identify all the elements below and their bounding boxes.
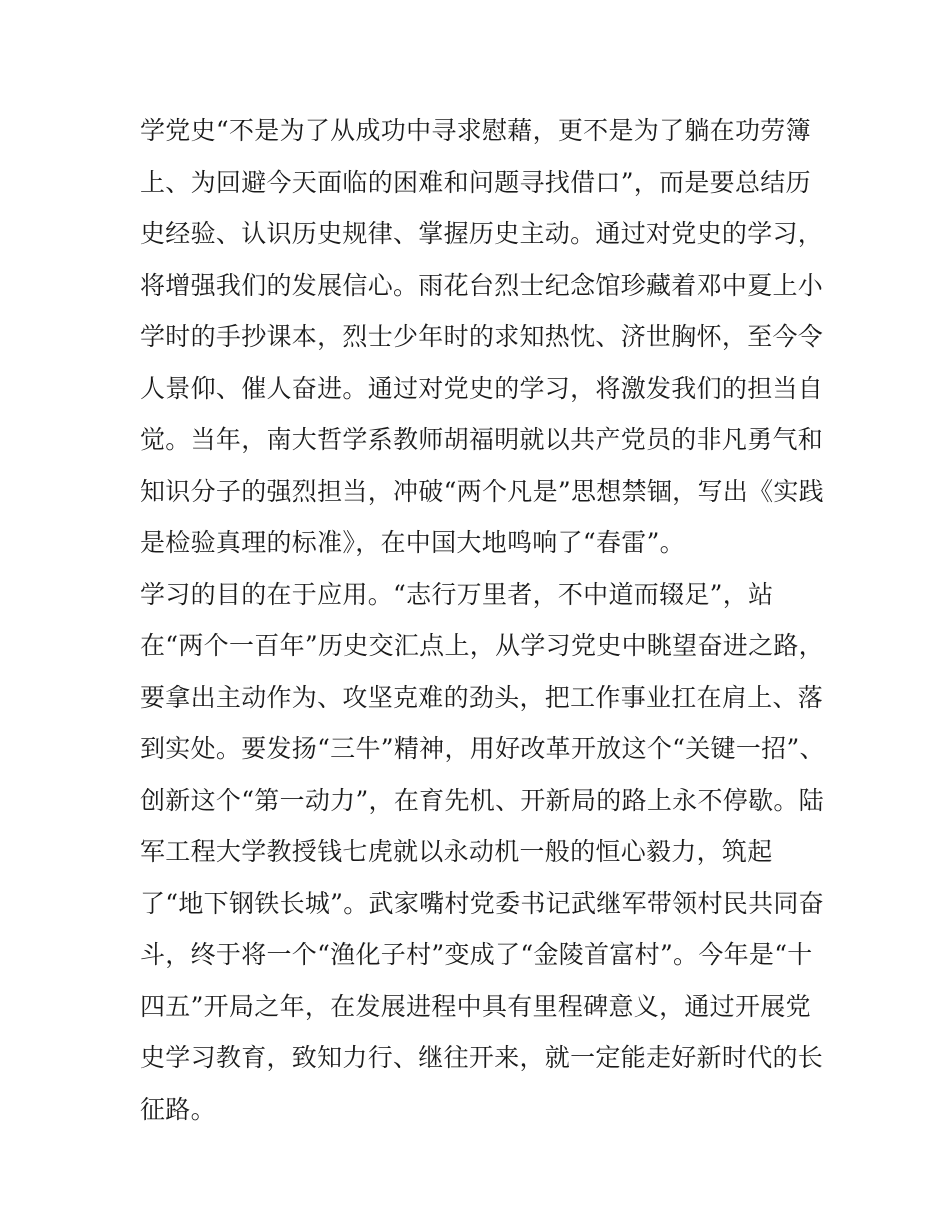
text-line: 学习的目的在于应用。“志行万里者，不中道而辍足”，站	[140, 579, 774, 609]
text-line: 史学习教育，致知力行、继往开来，就一定能走好新时代的长	[140, 1043, 824, 1072]
text-line: 将增强我们的发展信心。雨花台烈士纪念馆珍藏着邓中夏上小	[140, 270, 824, 300]
text-line: 在“两个一百年”历史交汇点上，从学习党史中眺望奋进之路，	[140, 631, 824, 660]
text-line: 人景仰、催人奋进。通过对党史的学习，将激发我们的担当自	[140, 373, 824, 403]
text-line: 觉。当年，南大哲学系教师胡福明就以共产党员的非凡勇气和	[140, 425, 824, 454]
text-line: 史经验、认识历史规律、掌握历史主动。通过对党史的学习，	[140, 219, 824, 248]
text-line: 四五”开局之年，在发展进程中具有里程碑意义，通过开展党	[140, 991, 811, 1021]
text-line: 征路。	[140, 1094, 216, 1124]
text-line: 创新这个“第一动力”，在育先机、开新局的路上永不停歇。陆	[140, 785, 824, 815]
body-text	[140, 105, 840, 1135]
text-line: 知识分子的强烈担当，冲破“两个凡是”思想禁锢，写出《实践	[140, 476, 824, 506]
text-line: 到实处。要发扬“三牛”精神，用好改革开放这个“关键一招”、	[140, 734, 825, 763]
text-line: 了“地下钢铁长城”。武家嘴村党委书记武继军带领村民共同奋	[140, 888, 824, 918]
text-line: 是检验真理的标准》，在中国大地鸣响了“春雷”。	[140, 528, 685, 557]
text-line: 要拿出主动作为、攻坚克难的劲头，把工作事业扛在肩上、落	[140, 682, 824, 712]
text-line: 上、为回避今天面临的困难和问题寻找借口”，而是要总结历	[140, 167, 811, 197]
text-line: 学时的手抄课本，烈士少年时的求知热忱、济世胸怀，至今令	[140, 322, 824, 351]
text-line: 斗，终于将一个“渔化子村”变成了“金陵首富村”。今年是“十	[140, 940, 813, 969]
text-line: 军工程大学教授钱七虎就以永动机一般的恒心毅力，筑起	[140, 837, 773, 866]
text-line: 学党史“不是为了从成功中寻求慰藉，更不是为了躺在功劳簿	[140, 116, 811, 145]
